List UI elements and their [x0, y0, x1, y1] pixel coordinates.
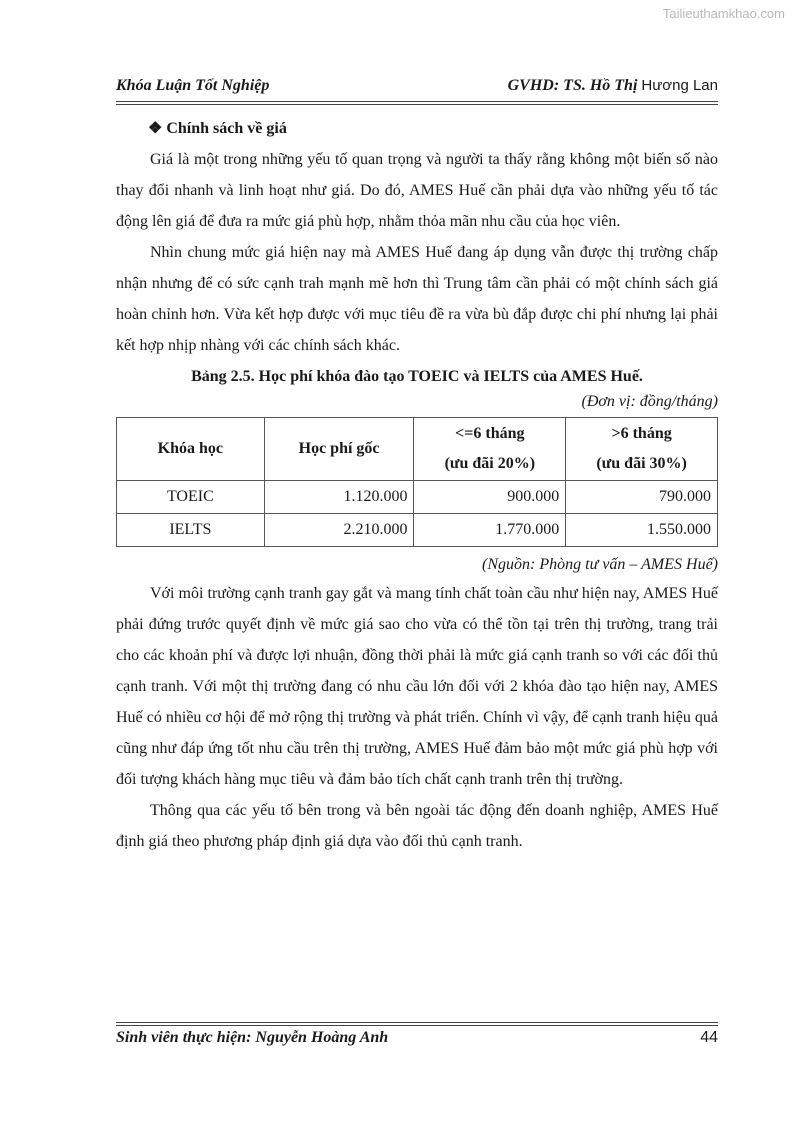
supervisor-name: Hương Lan: [641, 77, 718, 94]
table-source: (Nguồn: Phòng tư vấn – AMES Huế): [482, 556, 718, 573]
cell-base: 2.210.000: [264, 514, 414, 547]
watermark: Tailieuthamkhao.com: [662, 6, 785, 21]
table-unit: (Đơn vị: đồng/tháng): [581, 393, 718, 410]
cell-gt6: 790.000: [566, 481, 718, 514]
cell-course: TOEIC: [117, 481, 265, 514]
table-row: [117, 514, 718, 547]
table-row: [117, 481, 718, 514]
cell-base: 1.120.000: [264, 481, 414, 514]
section-title: ❖ Chính sách về giá: [148, 120, 287, 137]
cell-gt6: 1.550.000: [566, 514, 718, 547]
footer-rule: [116, 1022, 718, 1026]
student-name: Sinh viên thực hiện: Nguyễn Hoàng Anh: [116, 1029, 389, 1046]
fee-table: [116, 417, 718, 547]
header-gt6-line1: >6 tháng: [611, 425, 672, 442]
cell-le6: 1.770.000: [414, 514, 566, 547]
header-gt6-line2: (ưu đãi 30%): [596, 455, 687, 472]
supervisor-bold: GVHD: TS. Hồ Thị: [507, 77, 638, 94]
paragraph: Thông qua các yếu tố bên trong và bên ngoài tác động đến doanh nghiệp, AMES Huế định giá theo phương pháp định giá dựa vào đối thủ cạnh tranh.: [116, 802, 718, 850]
paragraph: Nhìn chung mức giá hiện nay mà AMES Huế đang áp dụng vẫn được thị trường chấp nhận nhưng để có sức cạnh trah mạnh mẽ hơn thì Trung tâm cần phải có một chính sách giá hoàn chỉnh hơn. Vừa kết hợp được với mục tiêu đề ra vừa bù đắp được chi phí nhưng lại phải kết hợp nhịp nhàng với các chính sách khác.: [116, 244, 718, 354]
cell-course: IELTS: [117, 514, 265, 547]
header-le6-line2: (ưu đãi 20%): [444, 455, 536, 472]
header-rule: [116, 101, 718, 105]
table-caption: Bảng 2.5. Học phí khóa đào tạo TOEIC và IELTS của AMES Huế.: [191, 368, 643, 385]
header-le6: [414, 418, 566, 481]
header-le6-line1: <=6 tháng: [455, 425, 525, 442]
supervisor: [508, 77, 718, 95]
paragraph: Giá là một trong những yếu tố quan trọng và người ta thấy rằng không một biến số nào thay đổi nhanh và linh hoạt như giá. Do đó, AMES Huế cần phải dựa vào những yếu tố tác động lên giá để đưa ra mức giá phù hợp, nhằm thỏa mãn nhu cầu của học viên.: [116, 151, 718, 230]
page-number: 44: [700, 1029, 718, 1046]
page-header: [116, 77, 718, 99]
header-base-fee: Học phí gốc: [264, 418, 414, 481]
page-body: [116, 113, 718, 857]
paragraph: Với môi trường cạnh tranh gay gắt và mang tính chất toàn cầu như hiện nay, AMES Huế phải đứng trước quyết định về mức giá sao cho vừa có thể tồn tại trên thị trường, trang trải cho các khoản phí và được lợi nhuận, đồng thời phải là mức giá cạnh tranh so với các đối thủ cạnh tranh. Với một thị trường đang có nhu cầu lớn đối với 2 khóa đào tạo hiện nay, AMES Huế có nhiều cơ hội để mở rộng thị trường và phát triển. Chính vì vậy, để cạnh tranh hiệu quả cũng như đáp ứng tốt nhu cầu trên thị trường, AMES Huế đảm bảo một mức giá phù hợp với đối tượng khách hàng mục tiêu và đảm bảo tích chất cạnh tranh trên thị trường.: [116, 585, 718, 788]
header-course: Khóa học: [117, 418, 265, 481]
header-gt6: [566, 418, 718, 481]
thesis-title: Khóa Luận Tốt Nghiệp: [116, 77, 270, 94]
cell-le6: 900.000: [414, 481, 566, 514]
table-header-row: [117, 418, 718, 481]
